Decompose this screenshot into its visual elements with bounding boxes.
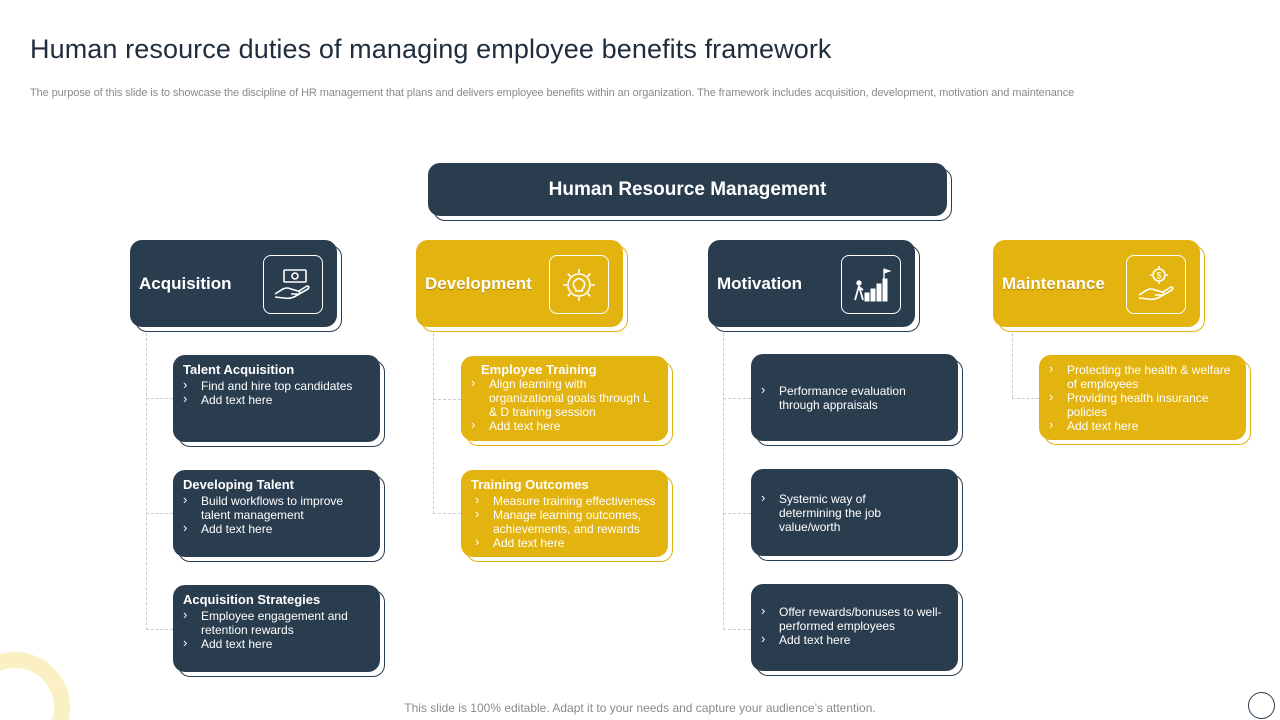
- list-item: › Measure training effectiveness: [475, 494, 658, 508]
- list-item: › Performance evaluation through appraisals: [761, 384, 948, 412]
- motivation-label: Motivation: [717, 273, 802, 293]
- root-node-label: Human Resource Management: [548, 178, 827, 200]
- money-hand-icon: [263, 255, 323, 314]
- connector-motivation: [723, 328, 724, 630]
- list-item: › Employee engagement and retention rewards: [183, 609, 370, 637]
- list-item: › Add text here: [471, 419, 658, 433]
- connector-acquisition: [146, 328, 147, 630]
- root-node: [428, 163, 947, 216]
- acquisition-label: Acquisition: [139, 273, 232, 293]
- page-title: Human resource duties of managing employee benefits framework: [30, 34, 832, 64]
- card-job-value: [751, 469, 958, 556]
- card-performance-evaluation: [751, 354, 958, 441]
- connector-motivation-3: [723, 629, 751, 630]
- connector-acquisition-1: [146, 398, 173, 399]
- connector-maintenance-1: [1012, 398, 1039, 399]
- connector-development: [433, 328, 434, 514]
- list-item: › Add text here: [1049, 419, 1236, 433]
- development-header: [416, 240, 623, 327]
- connector-motivation-1: [723, 398, 751, 399]
- list-item: › Add text here: [761, 633, 948, 647]
- list-item: › Add text here: [183, 522, 370, 536]
- connector-acquisition-2: [146, 513, 173, 514]
- page-subtitle: The purpose of this slide is to showcase the discipline of HR management that plans and delivers employee benefits within an organization. The framework includes acquisition, development, motivation and maintenance: [30, 87, 1075, 99]
- footer-note: This slide is 100% editable. Adapt it to your needs and capture your audience’s attention.: [404, 701, 876, 715]
- list-item: › Offer rewards/bonuses to well-performed employees: [761, 605, 948, 633]
- development-label: Development: [425, 273, 532, 293]
- card-employee-training: [461, 356, 668, 441]
- maintenance-header: [993, 240, 1200, 327]
- connector-motivation-2: [723, 513, 751, 514]
- brain-gear-icon: [549, 255, 609, 314]
- slide-nav-circle[interactable]: [1248, 692, 1275, 719]
- list-item: › Manage learning outcomes, achievements, and rewards: [475, 508, 658, 536]
- card-developing-talent: [173, 470, 380, 557]
- card-title: Acquisition Strategies: [183, 592, 321, 607]
- card-title: Employee Training: [481, 362, 597, 377]
- card-acquisition-strategies: [173, 585, 380, 672]
- card-rewards: [751, 584, 958, 671]
- acquisition-header: [130, 240, 337, 327]
- list-item: › Add text here: [183, 637, 370, 651]
- maintenance-label: Maintenance: [1002, 273, 1105, 293]
- connector-maintenance: [1012, 328, 1013, 398]
- list-item: › Protecting the health & welfare of employees: [1049, 363, 1236, 391]
- svg-text:$: $: [1156, 270, 1162, 280]
- card-training-outcomes: [461, 470, 668, 557]
- list-item: › Systemic way of determining the job value/worth: [761, 492, 888, 534]
- list-item: › Build workflows to improve talent management: [183, 494, 370, 522]
- list-item: › Align learning with organizational goals through L & D training session: [471, 377, 658, 419]
- card-health-welfare: [1039, 355, 1246, 440]
- connector-acquisition-3: [146, 629, 173, 630]
- list-item: › Add text here: [183, 393, 370, 407]
- connector-development-2: [433, 513, 461, 514]
- list-item: › Add text here: [475, 536, 658, 550]
- growth-stairs-icon: [841, 255, 901, 314]
- card-title: Training Outcomes: [471, 477, 589, 492]
- connector-development-1: [433, 399, 461, 400]
- card-talent-acquisition: [173, 355, 380, 442]
- card-title: Developing Talent: [183, 477, 294, 492]
- dollar-hand-icon: [1126, 255, 1186, 314]
- card-title: Talent Acquisition: [183, 362, 295, 377]
- motivation-header: [708, 240, 915, 327]
- list-item: › Providing health insurance policies: [1049, 391, 1236, 419]
- list-item: › Find and hire top candidates: [183, 379, 370, 393]
